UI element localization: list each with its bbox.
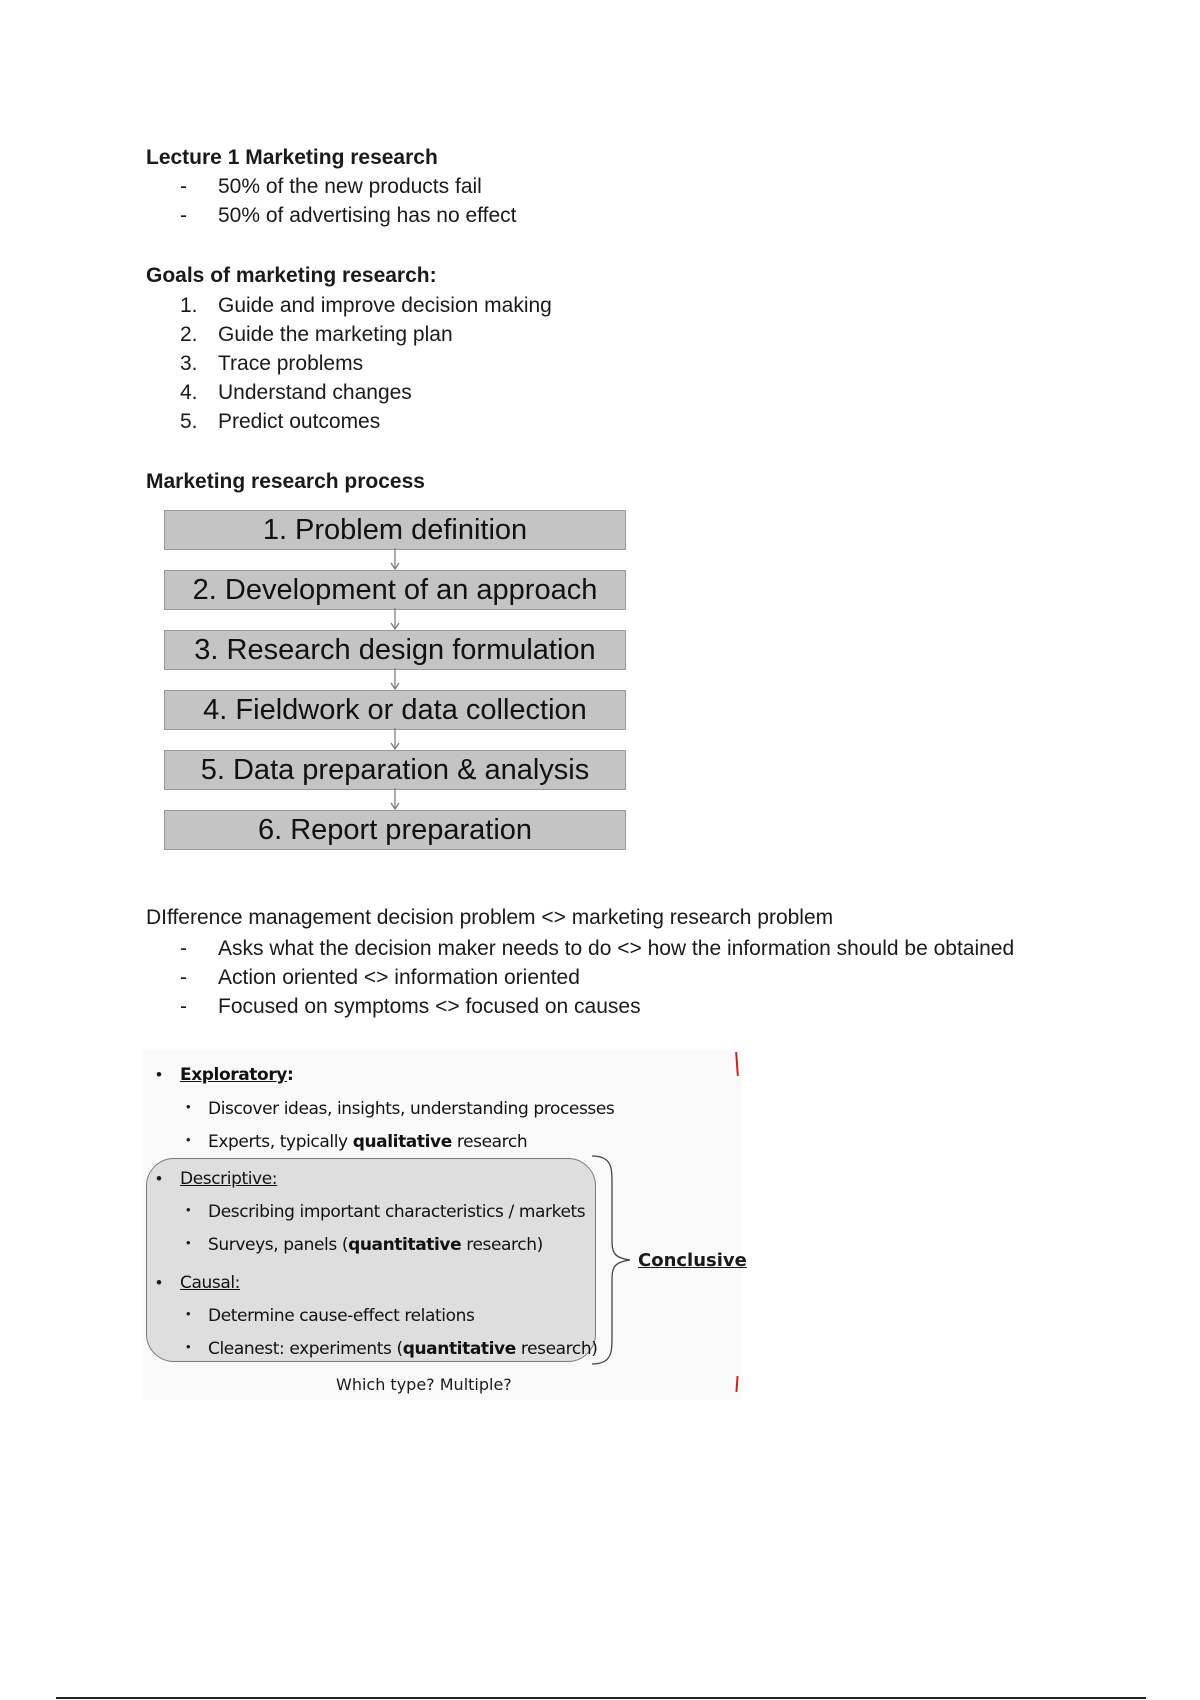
process-step: 6. Report preparation: [164, 810, 626, 850]
list-item: [146, 378, 552, 407]
bold-text-part: qualitative: [352, 1132, 452, 1152]
figure-caption: Which type? Multiple?: [336, 1375, 512, 1394]
list-item-text: Asks what the decision maker needs to do <> how the information should be obtained: [218, 937, 1015, 960]
list-item-text: Trace problems: [218, 352, 364, 375]
list-item: [146, 291, 552, 320]
goals-list: [146, 291, 552, 436]
list-item-text: Guide and improve decision making: [218, 294, 552, 317]
list-item-text: Action oriented <> information oriented: [218, 966, 580, 989]
sub-bullet-marker: •: [186, 1339, 191, 1354]
text-part: Cleanest: experiments (: [208, 1339, 403, 1359]
down-arrow-icon: [390, 548, 400, 570]
exploratory-label: Exploratory: [180, 1065, 287, 1085]
text-part: research: [451, 1132, 528, 1152]
process-step: 1. Problem definition: [164, 510, 626, 550]
conclusive-label: Conclusive: [638, 1250, 747, 1271]
list-item-text: 50% of the new products fail: [218, 175, 482, 198]
descriptive-item: Describing important characteristics / markets: [208, 1202, 586, 1222]
number-marker: 3.: [180, 352, 198, 375]
exploratory-colon: :: [286, 1065, 294, 1085]
footer-rule: [56, 1697, 1146, 1699]
causal-label: Causal:: [180, 1273, 240, 1293]
exploratory-item: Discover ideas, insights, understanding processes: [208, 1099, 615, 1119]
text-part: Surveys, panels (: [208, 1235, 349, 1255]
process-step: 2. Development of an approach: [164, 570, 626, 610]
bold-text-part: quantitative: [402, 1339, 516, 1359]
sub-bullet-marker: •: [186, 1099, 191, 1114]
list-item-text: Predict outcomes: [218, 410, 381, 433]
sub-bullet-marker: •: [186, 1132, 191, 1147]
difference-heading: DIfference management decision problem <> marketing research problem: [146, 906, 834, 929]
list-item: [146, 992, 1014, 1021]
dash-marker: -: [180, 204, 187, 227]
number-marker: 2.: [180, 323, 198, 346]
bullet-marker: •: [156, 1065, 162, 1084]
list-item: [146, 963, 1014, 992]
process-step: 3. Research design formulation: [164, 630, 626, 670]
descriptive-item: [208, 1235, 543, 1255]
difference-list: [146, 934, 1014, 1021]
sub-bullet-marker: •: [186, 1202, 191, 1217]
red-mark: [735, 1376, 738, 1392]
sub-bullet-marker: •: [186, 1306, 191, 1321]
process-title: Marketing research process: [146, 470, 425, 493]
number-marker: 1.: [180, 294, 198, 317]
list-item-text: Understand changes: [218, 381, 412, 404]
curly-brace-icon: [590, 1154, 640, 1366]
number-marker: 4.: [180, 381, 198, 404]
list-item: [146, 407, 552, 436]
down-arrow-icon: [390, 788, 400, 810]
list-item: [146, 349, 552, 378]
dash-marker: -: [180, 175, 187, 198]
dash-marker: -: [180, 937, 187, 960]
descriptive-label: Descriptive:: [180, 1169, 278, 1189]
causal-item: Determine cause-effect relations: [208, 1306, 475, 1326]
text-part: research): [461, 1235, 543, 1255]
list-item: [146, 172, 516, 201]
red-mark: [735, 1052, 739, 1076]
down-arrow-icon: [390, 668, 400, 690]
number-marker: 5.: [180, 410, 198, 433]
list-item: [146, 934, 1014, 963]
lecture-title: Lecture 1 Marketing research: [146, 146, 438, 169]
dash-marker: -: [180, 995, 187, 1018]
causal-item: [208, 1339, 597, 1359]
exploratory-item: [208, 1132, 527, 1152]
list-item-text: 50% of advertising has no effect: [218, 204, 517, 227]
research-types-figure: [142, 1050, 747, 1400]
bullet-marker: •: [156, 1273, 162, 1292]
process-step: 4. Fieldwork or data collection: [164, 690, 626, 730]
goals-title: Goals of marketing research:: [146, 264, 437, 287]
dash-marker: -: [180, 966, 187, 989]
list-item-text: Guide the marketing plan: [218, 323, 453, 346]
bullet-marker: •: [156, 1169, 162, 1188]
text-part: Experts, typically: [208, 1132, 353, 1152]
exploratory-heading: [180, 1065, 293, 1085]
list-item: [146, 201, 516, 230]
down-arrow-icon: [390, 608, 400, 630]
text-part: research): [515, 1339, 598, 1359]
process-step: 5. Data preparation & analysis: [164, 750, 626, 790]
list-item: [146, 320, 552, 349]
sub-bullet-marker: •: [186, 1235, 191, 1250]
list-item-text: Focused on symptoms <> focused on causes: [218, 995, 641, 1018]
bold-text-part: quantitative: [348, 1235, 462, 1255]
lecture-list: [146, 172, 516, 230]
down-arrow-icon: [390, 728, 400, 750]
